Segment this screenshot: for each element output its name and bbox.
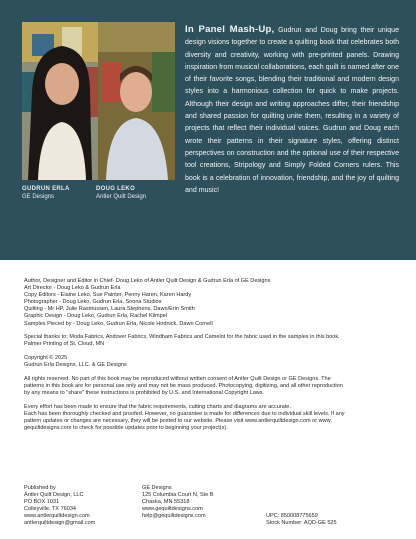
ge-line: 125 Columbia Court N, Ste B [142,492,214,499]
credit-line: Author, Designer and Editor in Chief- Doug Leko of Antler Quilt Design & Gudrun Erla of GE Designs [24,278,271,284]
intro-panel [0,0,416,260]
rights-line: patterns in this book are for personal use only and may not be mass produced. Photocopying, digitizing, and all other reproduction [24,382,343,389]
caption-gudrun [22,186,70,201]
credit-line: Samples Pieced by - Doug Leko, Gudrun Erla, Nicole Hodnick, Dawn Cornell [24,320,213,327]
ge-email-link[interactable]: help@gequiltdesigns.com [142,513,206,520]
credit-line: Copy Editors - Elaine Leko, Sue Painter, Penny Haren, Karen Hardy [24,292,192,299]
ge-contact-block [142,485,214,520]
disclaimer-paragraph [24,404,396,432]
intro-body: Gudrun and Doug bring their unique design visions together to create a quilting book that celebrates both diversity and creativity, working with pre-printed panels. Drawing inspiration from musical collaborations, each quilt is named after one of their favorite songs, blending their traditional and modern design styles into a harmonious collection for quick to make projects. Although their design and writing approaches differ, their friendship and shared passion for quilting unite them, resulting in a variety of projects that reflect their individual voices. Gudrun and Doug each wrote their patterns in their signature styles, offering distinct perspectives on construction and the optional use of their respective tool creations, Stripology and Simply Folded Corners rulers. This book is a celebration of innovation, friendship, and the joy of quilting and music! [185,27,399,194]
product-codes [266,513,337,527]
disclaimer-line: gequiltdesigns.com to check for possible updates prior to beginning your project(s). [24,424,228,431]
thanks-line: Palmer Printing of St. Cloud, MN [24,341,105,348]
intro-lead: In Panel Mash-Up, [185,24,275,35]
publisher-line: Colleyville, TX 76034 [24,506,77,513]
ge-line: GE Designs [142,485,172,491]
rights-paragraph [24,376,396,397]
publisher-email-link[interactable]: antlerquiltdesign@gmail.com [24,520,96,527]
designers-photo-illustration [22,22,175,180]
copyright-line: Copyright © 2025 [24,355,68,362]
designers-photo [22,22,175,180]
disclaimer-line: Each has been thoroughly checked and proofed. However, no guarantee is made for differences due to individual skill levels. If any [24,410,345,417]
designer-name: DOUG LEKO [96,186,136,192]
copyright-paragraph [24,355,396,369]
credit-line: Art Director - Doug Leko & Gudrun Erla [24,285,121,292]
publisher-line: Published by [24,485,56,491]
thanks-line: Special thanks to; Moda Fabrics, Andover Fabrics, Windham Fabrics and Camelot for the fabric used in the samples in this book. [24,334,340,341]
copyright-line: Gudrun Erla Designs, LLC. & GE Designs [24,362,127,369]
rights-line: by any means to "share" these instructions is prohibited by U.S. and International Copyright Laws. [24,390,265,396]
credit-line: Graphic Design - Doug Leko, Gudrun Erla, Rachel Klimpel [24,313,168,320]
disclaimer-line: Every effort has been made to ensure that the fabric requirements, cutting charts and diagrams are accurate. [24,403,291,410]
stock-number: Stock Number: AQD-GE 525 [266,520,337,527]
ge-website-link[interactable]: www.gequiltdesigns.com [142,506,203,513]
credits-block [24,278,396,439]
disclaimer-line: pattern updates or changes are necessary, they will be posted to our website. Please visit www.antlerquiltdesign.com or www. [24,417,332,424]
credits-list [24,278,396,328]
publisher-line: PO BOX 1031 [24,499,60,506]
intro-text [185,24,399,197]
credit-line: Quilting - Mr HP, Julie Rasmussen, Laura Stephens, Dawn/Erin Smith [24,306,195,313]
rights-line: All rights reserved. No part of this book may be reproduced without written consent of Antler Quilt Design or GE Designs. The [24,375,331,382]
designer-company: Antler Quilt Design [96,193,147,200]
publisher-website-link[interactable]: www.antlerquiltdesign.com [24,513,90,520]
thanks-paragraph [24,334,396,348]
caption-doug [96,186,146,201]
publisher-line: Antler Quilt Design, LLC [24,492,84,499]
designer-name: GUDRUN ERLA [22,186,70,192]
upc-code: UPC: 850008775659 [266,513,318,519]
designer-company: GE Designs [22,193,55,200]
ge-line: Chaska, MN 55318 [142,499,190,506]
credit-line: Photographer - Doug Leko, Gudrun Erla, Soona Studios [24,299,162,306]
publisher-block [24,485,95,528]
